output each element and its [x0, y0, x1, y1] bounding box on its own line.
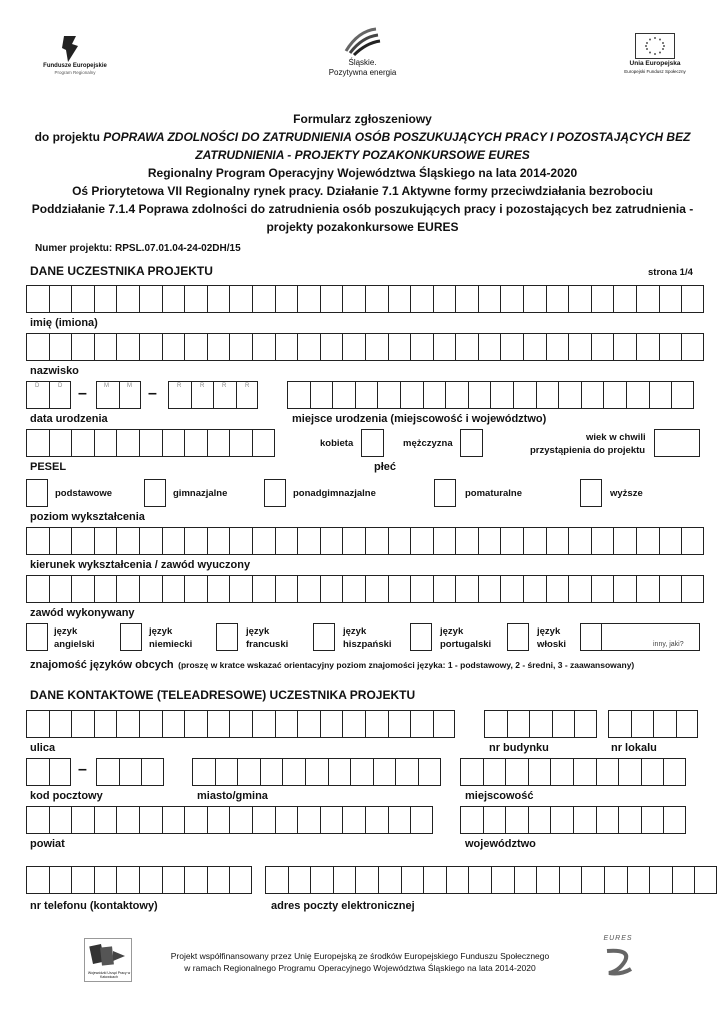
hint-d2: D: [58, 383, 63, 389]
edu-gymnasium-label: gimnazjalne: [173, 488, 228, 499]
eures-swirl-icon: [601, 945, 635, 979]
edu-higher-checkbox[interactable]: [580, 479, 602, 507]
section-contact-title: DANE KONTAKTOWE (TELEADRESOWE) UCZESTNIKA PROJEKTU: [30, 688, 416, 702]
edu-primary-checkbox[interactable]: [26, 479, 48, 507]
project-name-line1: [0, 128, 725, 146]
section-participant-title: DANE UCZESTNIKA PROJEKTU: [30, 264, 213, 278]
slaskie-sub: Pozytywna energia: [328, 68, 397, 77]
apartment-label: nr lokalu: [611, 742, 657, 754]
locality-grid[interactable]: [460, 758, 686, 786]
hint-r3: R: [222, 383, 227, 389]
lang-portuguese-l2: portugalski: [440, 639, 492, 650]
phone-grid[interactable]: [26, 866, 252, 894]
lang-english-l1: język: [54, 626, 78, 637]
street-grid[interactable]: [26, 710, 455, 738]
hint-d1: D: [35, 383, 40, 389]
province-grid[interactable]: [460, 806, 686, 834]
page-number: strona 1/4: [648, 267, 693, 278]
last-name-label: nazwisko: [30, 365, 79, 377]
lang-french-checkbox[interactable]: [216, 623, 238, 651]
date-dash-2: –: [148, 385, 157, 402]
postal-dash: –: [78, 761, 87, 778]
edu-secondary-label: ponadgimnazjalne: [293, 488, 376, 499]
fe-title: Fundusze Europejskie: [43, 63, 107, 69]
subaction-line1: Poddziałanie 7.1.4 Poprawa zdolności do zatrudnienia osób poszukujących pracy i pozostających bez zatrudnienia -: [31, 202, 694, 216]
lang-label-row: [30, 655, 634, 673]
birth-place-grid[interactable]: [287, 381, 694, 409]
email-grid[interactable]: [265, 866, 717, 894]
project-title-part2: ZATRUDNIENIA - PROJEKTY POZAKONKURSOWE EURES: [195, 148, 530, 162]
wup-logo: [84, 938, 132, 982]
slaskie-title: Śląskie.: [348, 58, 377, 67]
edu-primary-label: podstawowe: [55, 488, 113, 499]
ue-sub: Europejski Fundusz Społeczny: [624, 69, 686, 74]
fe-flag-icon: [62, 34, 82, 64]
postal-prefix-grid[interactable]: [26, 758, 71, 786]
footer-line1: Projekt współfinansowany przez Unię Europejską ze środków Europejskiego Funduszu Społecznego: [170, 951, 550, 961]
first-name-label: imię (imiona): [30, 317, 98, 329]
sex-label: płeć: [374, 461, 397, 473]
female-label: kobieta: [320, 438, 354, 449]
footer-line2: w ramach Regionalnego Programu Operacyjnego Województwa Śląskiego na lata 2014-2020: [184, 963, 536, 973]
edu-postsecondary-checkbox[interactable]: [434, 479, 456, 507]
project-title-part1: POPRAWA ZDOLNOŚCI DO ZATRUDNIENIA OSÓB POSZUKUJĄCYCH PRACY I POZOSTAJĄCYCH BEZ: [103, 130, 691, 144]
edu-label: poziom wykształcenia: [30, 511, 145, 523]
county-label: powiat: [30, 838, 65, 850]
building-label: nr budynku: [489, 742, 549, 754]
project-name-line2: [0, 146, 725, 164]
occupation-label: zawód wykonywany: [30, 607, 135, 619]
birth-day-grid[interactable]: [26, 381, 71, 409]
lang-other-checkbox[interactable]: [580, 623, 602, 651]
postal-label: kod pocztowy: [30, 790, 103, 802]
hint-r1: R: [177, 383, 182, 389]
hint-r2: R: [200, 383, 205, 389]
hint-m2: M: [127, 383, 132, 389]
pesel-grid[interactable]: [26, 429, 275, 457]
city-label: miasto/gmina: [197, 790, 268, 802]
lang-italian-checkbox[interactable]: [507, 623, 529, 651]
ue-logo: [615, 33, 695, 78]
apartment-grid[interactable]: [608, 710, 698, 738]
lang-other-hint: inny, jaki?: [653, 641, 684, 648]
program-line: Regionalny Program Operacyjny Województwa Śląskiego na lata 2014-2020: [147, 166, 578, 180]
wup-logo-text: Wojewódzki Urząd Pracy w Katowicach: [87, 971, 131, 979]
slaskie-logo: [320, 25, 405, 80]
lang-label: znajomość języków obcych: [30, 659, 174, 671]
lang-portuguese-checkbox[interactable]: [410, 623, 432, 651]
edu-secondary-checkbox[interactable]: [264, 479, 286, 507]
province-label: województwo: [465, 838, 536, 850]
subaction-line2: projekty pozakonkursowe EURES: [266, 220, 459, 234]
county-grid[interactable]: [26, 806, 433, 834]
street-label: ulica: [30, 742, 56, 754]
lang-spanish-l1: język: [343, 626, 367, 637]
fe-sub: Program Regionalny: [54, 70, 96, 75]
wup-logo-icon: [85, 941, 131, 971]
building-grid[interactable]: [484, 710, 597, 738]
birth-place-label: miejsce urodzenia (miejscowość i województwo): [292, 413, 547, 425]
eu-flag-icon: [635, 33, 675, 59]
pesel-label: PESEL: [30, 461, 67, 473]
edu-higher-label: wyższe: [610, 488, 643, 499]
lang-portuguese-l1: język: [440, 626, 464, 637]
edu-postsecondary-label: pomaturalne: [465, 488, 523, 499]
eures-text: EURES: [603, 935, 633, 942]
lang-italian-l2: włoski: [537, 639, 567, 650]
birth-month-grid[interactable]: [96, 381, 141, 409]
fe-logo: [30, 30, 120, 75]
slaskie-waves-icon: [342, 27, 382, 57]
ue-title: Unia Europejska: [629, 60, 681, 67]
female-checkbox[interactable]: [361, 429, 384, 457]
lang-english-checkbox[interactable]: [26, 623, 48, 651]
first-name-grid[interactable]: [26, 285, 704, 313]
field-of-study-label: kierunek wykształcenia / zawód wyuczony: [30, 559, 251, 571]
hint-m1: M: [104, 383, 109, 389]
field-of-study-grid[interactable]: [26, 527, 704, 555]
phone-label: nr telefonu (kontaktowy): [30, 900, 158, 912]
email-label: adres poczty elektronicznej: [271, 900, 415, 912]
male-label: mężczyzna: [403, 438, 453, 449]
lang-german-l2: niemiecki: [149, 639, 193, 650]
city-grid[interactable]: [192, 758, 441, 786]
lang-french-l2: francuski: [246, 639, 289, 650]
occupation-grid[interactable]: [26, 575, 704, 603]
edu-gymnasium-checkbox[interactable]: [144, 479, 166, 507]
age-label-line1: wiek w chwili: [586, 432, 646, 443]
project-number: Numer projektu: RPSL.07.01.04-24-02DH/15: [35, 243, 241, 254]
lang-spanish-l2: hiszpański: [343, 639, 392, 650]
age-input[interactable]: [654, 429, 700, 457]
lang-german-checkbox[interactable]: [120, 623, 142, 651]
lang-english-l2: angielski: [54, 639, 95, 650]
lang-other-input[interactable]: [601, 623, 700, 651]
axis-line: Oś Priorytetowa VII Regionalny rynek pracy. Działanie 7.1 Aktywne formy przeciwdziałania bezrobociu: [72, 184, 653, 198]
form-title: Formularz zgłoszeniowy: [293, 112, 432, 126]
date-dash-1: –: [78, 385, 87, 402]
last-name-grid[interactable]: [26, 333, 704, 361]
postal-suffix-grid[interactable]: [96, 758, 164, 786]
age-label-line2: przystąpienia do projektu: [530, 445, 646, 456]
lang-italian-l1: język: [537, 626, 561, 637]
male-checkbox[interactable]: [460, 429, 483, 457]
locality-label: miejscowość: [465, 790, 534, 802]
lang-spanish-checkbox[interactable]: [313, 623, 335, 651]
hint-r4: R: [245, 383, 250, 389]
birth-date-label: data urodzenia: [30, 413, 108, 425]
eures-logo: [598, 935, 638, 980]
lang-german-l1: język: [149, 626, 173, 637]
lang-french-l1: język: [246, 626, 270, 637]
lang-note: (proszę w kratce wskazać orientacyjny poziom znajomości języka: 1 - podstawowy, 2 - średni, 3 - zaawansowany): [178, 660, 635, 670]
project-prefix: do projektu: [34, 130, 104, 144]
